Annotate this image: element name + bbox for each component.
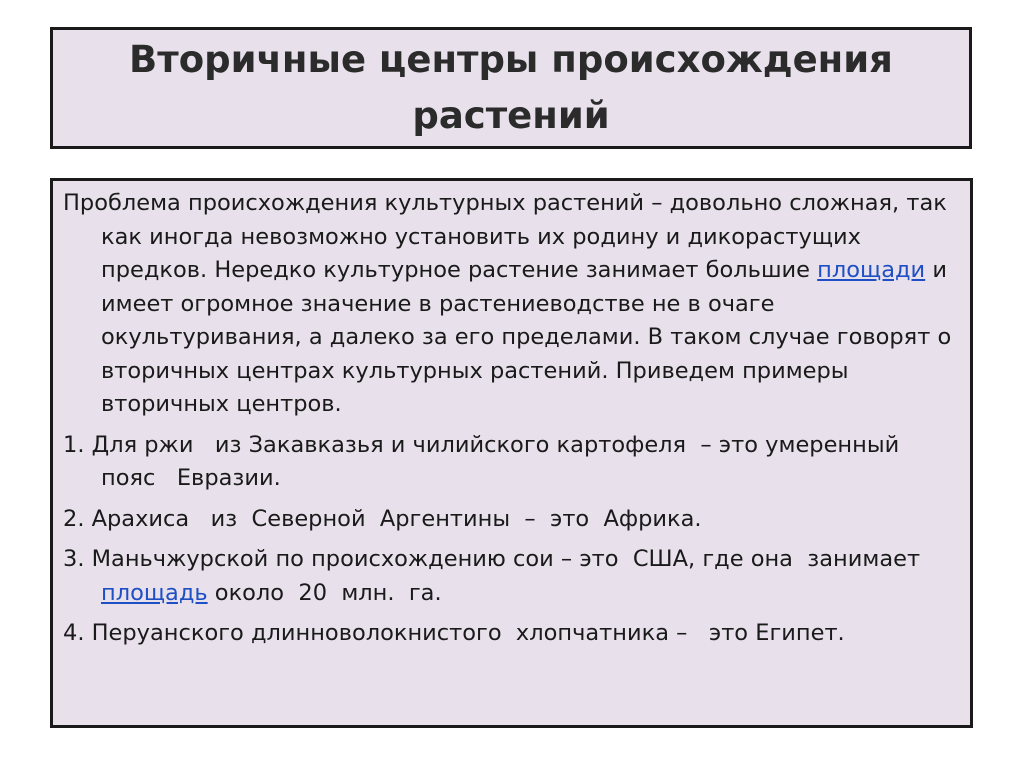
list-item-4: 4. Перуанского длинноволокнистого хлопчатника – это Египет. (63, 620, 845, 646)
intro-text-after: и имеет огромное значение в растениеводстве не в очаге окультуривания, а далеко за его пределами. В таком случае говорят о вторичных центрах культурных растений. Приведем примеры вторичных центров. (101, 257, 952, 417)
list-item-1: 1. Для ржи из Закавказья и чилийского картофеля – это умеренный пояс Евразии. (63, 431, 971, 491)
link-ploshchad[interactable]: площадь (101, 579, 208, 606)
item-3-text-before: 3. Маньчжурской по происхождению сои – это США, где она занимает (63, 546, 928, 572)
slide-title: Вторичные центры происхождения растений (129, 38, 893, 137)
list-item-2: 2. Арахиса из Северной Аргентины – это Африка. (63, 505, 702, 532)
content-box (50, 178, 973, 728)
link-ploshchadi[interactable]: площади (817, 257, 926, 283)
intro-paragraph (63, 187, 954, 422)
item-3-text-after: около 20 млн. га. (207, 579, 442, 606)
list-item-3 (63, 543, 954, 610)
title-box (50, 27, 972, 149)
intro-text-before: Проблема происхождения культурных растений – довольно сложная, так как иногда невозможно установить их родину и дикорастущих предков. Нередко культурное растение занимает большие (63, 190, 947, 283)
